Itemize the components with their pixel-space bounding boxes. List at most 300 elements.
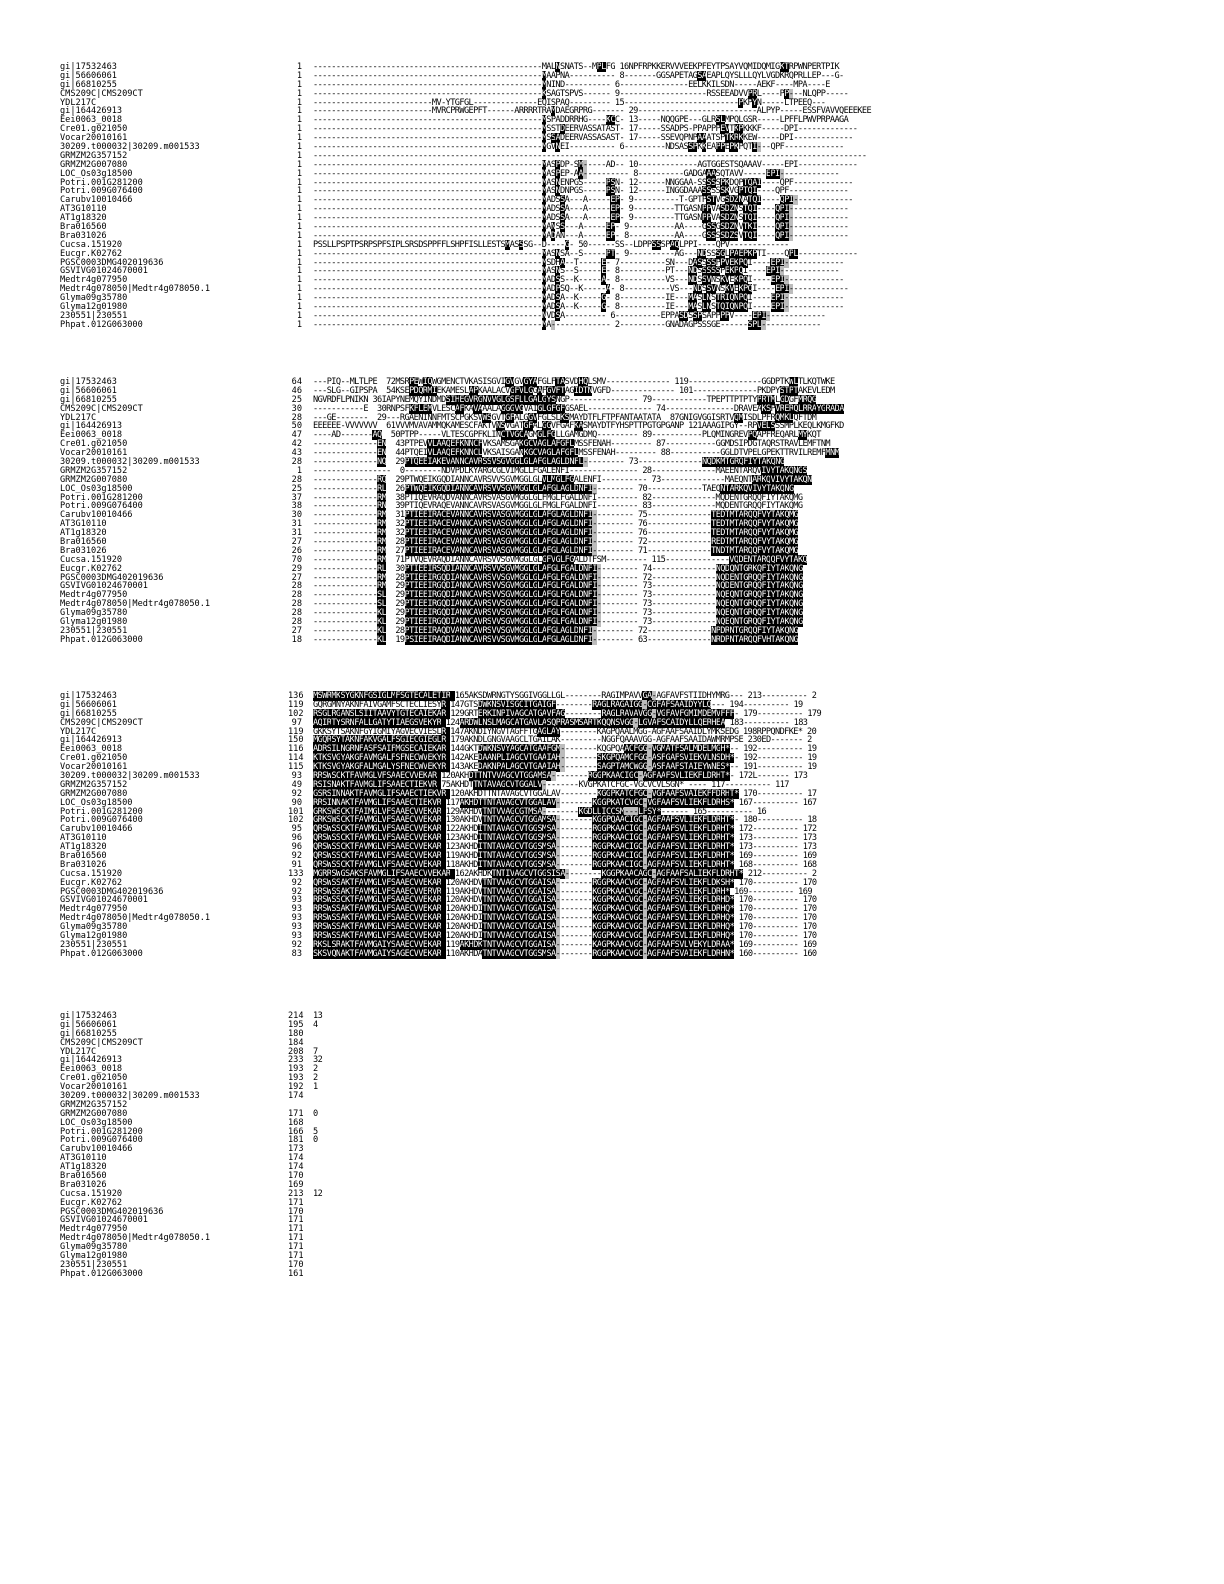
sequence-residues: GRKSWSCKTFAIMGLVFSAAECVVEKAR 129AKHDVTNTVVAGCGTMSA--------KGDLLICCSM---LFSY*------ 165---------- 16 (313, 806, 767, 817)
sequence-name: Medtr4g078050|Medtr4g078050.1 (60, 1233, 211, 1244)
sequence-name: Bra031026 (60, 1179, 107, 1190)
start-position: 92 (291, 886, 302, 897)
sequence-name: Cre01.g021050 (60, 124, 128, 135)
sequence-name: AT3G10110 (60, 1153, 107, 1164)
sequence-residues: KTKSVGYAKGFALMGALYSFNECWVEKYR 143AKEDAKNPALAGCVTGAAIAH--------SAGPTAMCWGG-ASFAAFSTAIEYWNES*-- 191---------- 19 (313, 762, 817, 773)
sequence-residues: --------------------------------------------------MADSSA---A-----EP- 9---------TTGASNPPVASDZNSTQI----QPI------------- (313, 204, 849, 215)
sequence-name: YDL217C (60, 97, 97, 108)
sequence-name: Medtr4g077950 (60, 1224, 128, 1235)
sequence-name: Cre01.g021050 (60, 1073, 128, 1084)
sequence-name: 30209.t000032|30209.m001533 (60, 1091, 200, 1102)
sequence-residues: GQRGMNYAKNFAIVGAMFSCTECLIESYR 147GTSDWKNSVISGCITGAIGF--------RAGLRAGAIGG-CGFAFSAAIDYYLQ--- 194---------- 19 (313, 699, 803, 710)
start-position: 119 (288, 699, 304, 710)
start-position: 1 (296, 186, 302, 197)
start-position: 18 (291, 634, 302, 645)
sequence-residues: --------------------------------------------------MASNDNPGS-----PSN- 12------INGGDAAASSSSSKVGPTQI----QPF------------- (313, 186, 849, 197)
sequence-name: Eei0063_0018 (60, 744, 123, 755)
sequence-residues: --------------------------------------------------MSSTDEERVASSATAST- 17-----SSADPS-PPAPPPEVTKPKKKF-----DPI------------- (313, 124, 858, 135)
start-position: 97 (291, 717, 302, 728)
sequence-residues: --------------------------------------------------MASNS--S-----E- 8----------PT---NDSSSSSPEKPQI----EPI------------- (313, 266, 840, 277)
start-position: 1 (296, 239, 302, 250)
start-position: 119 (288, 726, 304, 737)
start-position: 208 (288, 1046, 304, 1057)
sequence-residues: RRSINNAKTFAVMGLIFSAAECTIEKVR 117AKHDTTNTAVAGCVTGGALAV--------KGGPKATCVGC-VGFAAFSVLIEKFLDRHS* 167---------- 167 (313, 797, 817, 808)
start-position: 1 (296, 142, 302, 153)
start-position: 114 (288, 753, 304, 764)
sequence-residues: --------------------------------------------------MADPSQ--K-----A- 8----------VS---NDSSVNSKVEKPQI----EPI------------- (313, 284, 849, 295)
start-position: 133 (288, 868, 304, 879)
start-position: 1 (296, 230, 302, 241)
start-position: 136 (288, 691, 304, 701)
start-position: 102 (288, 815, 304, 826)
sequence-name: GRMZM2G007080 (60, 159, 128, 170)
sequence-residues: --------------------------------------------------MADSS--K-----A- 8----------VS---NDSSVNSKVEKPQI----EPI------------- (313, 275, 844, 286)
start-position: 1 (296, 70, 302, 81)
start-position: 46 (291, 385, 302, 396)
sequence-residues: QRSWSSCKTFAVMGLVFSAAECVVEKAR 119AKHDITNTAVAGCVTGGSMSA--------RGGPKAACIGC-AGFAAFSVLIEKFLDRHT* 169---------- 169 (313, 851, 817, 862)
start-position: 169 (288, 1179, 304, 1190)
sequence-name: CMS209C|CMS209CT (60, 717, 143, 728)
sequence-residues: --------------RM 27PTIEEIRACEVANNCAVRSVASGVMGGLGLAFGLAGLDNFI--------- 71--------------TNDTMTARQQFVYTAKQMG (313, 545, 799, 556)
start-position: 1 (296, 133, 302, 144)
sequence-residues: --------------SL 29PTIEEIRGQDIANNCAVRSVVSGVMGGLGLAFGLFGALDNFI--------- 73--------------NQEQNTGRQQFIYTAKQNG (313, 599, 803, 610)
start-position: 173 (288, 1144, 304, 1155)
sequence-residues: 13 (313, 1011, 323, 1021)
sequence-residues: --------------------------------------------------MALNSNATS--MPLFG 16NPFRPKKERVVVEEKPFEYTPSAYVQMIDQMIGKTRPWNPERTPIK (313, 62, 840, 72)
sequence-name: Medtr4g077950 (60, 590, 128, 601)
start-position: 30 (291, 403, 302, 414)
start-position: 93 (291, 931, 302, 942)
start-position: 193 (288, 1064, 304, 1075)
sequence-name: AT3G10110 (60, 519, 107, 530)
sequence-residues: --------------RM 28PTIEEIRACEVANNCAVRSVASGVMGGLGLAFGLAGLDNFI--------- 72--------------REDTMTARQQFVYTAKQMG (313, 537, 799, 548)
sequence-name: 230551|230551 (60, 939, 128, 950)
sequence-name: gi|66810255 (60, 708, 117, 719)
start-position: 47 (291, 430, 302, 441)
start-position: 170 (288, 1259, 304, 1270)
sequence-name: AT3G10110 (60, 204, 107, 215)
sequence-name: gi|164426913 (60, 735, 123, 746)
start-position: 1 (296, 222, 302, 233)
start-position: 27 (291, 537, 302, 548)
sequence-residues: --------------KL 19PSIEEIRAQDIANNCAVRSVVSGVMGGLGLAFGLAGLDNFI--------- 63--------------NRDPNTARQQFVHTAKQNG (313, 634, 799, 645)
sequence-name: Vocar20010161 (60, 762, 128, 773)
sequence-residues: ----AD-------AQ 50PTPP-----VLTESCGPFKLINCTVGCAGMGLFGLLGAMGDMQ--------- 89-----------PLQMINGREVPQAPFREQARLMYKQT (313, 430, 821, 441)
start-position: 42 (291, 439, 302, 450)
sequence-residues: --------------------------------------------------MASNENPGS-----PSN- 12------NNGGAA-SSSSSPKDQPTQAI----QPF------------- (313, 177, 853, 188)
start-position: 92 (291, 788, 302, 799)
sequence-name: 230551|230551 (60, 1259, 128, 1270)
start-position: 92 (291, 939, 302, 950)
start-position: 1 (296, 248, 302, 259)
sequence-name: Eei0063_0018 (60, 1064, 123, 1075)
start-position: 28 (291, 590, 302, 601)
start-position: 161 (288, 1268, 304, 1279)
start-position: 28 (291, 412, 302, 423)
sequence-name: YDL217C (60, 726, 97, 737)
start-position: 170 (288, 1171, 304, 1182)
sequence-name: 30209.t000032|30209.m001533 (60, 142, 200, 153)
sequence-residues: 12 (313, 1188, 323, 1199)
sequence-name: GRMZM2G007080 (60, 1108, 128, 1119)
start-position: 193 (288, 1073, 304, 1084)
sequence-name: Phpat.012G063000 (60, 319, 143, 330)
sequence-name: GRMZM2G357152 (60, 779, 128, 790)
sequence-residues: --------------------------------------------------MGVNEI---------- 6---------NDSASSPKKEAPPEPKPQTI---QPF------------- (313, 142, 844, 153)
start-position: 37 (291, 492, 302, 503)
sequence-residues: 2 (313, 1064, 318, 1075)
sequence-residues: RKSLSRAKTFAVMGAIYSAAECVVEKAR 119AKHDKTNTVVAGCVTGGAISA--------KAGPKAACVGC-AGFAAFSVLVEKYLDRAA* 169---------- 169 (313, 939, 817, 950)
start-position: 1 (296, 159, 302, 170)
start-position: 1 (296, 319, 302, 330)
sequence-name: gi|17532463 (60, 377, 117, 387)
start-position: 1 (296, 97, 302, 108)
start-position: 171 (288, 1215, 304, 1226)
sequence-residues: 1 (313, 1082, 318, 1093)
sequence-residues: -----------E 30RNPSFKFLEMVLESCAFKAVAAALAGGGVGVAIGLGFGFGSAEL-------------- 74---------------DRAVEAKSPVRERQLRRAYGRADA (313, 403, 844, 414)
sequence-name: 30209.t000032|30209.m001533 (60, 457, 200, 468)
start-position: 1 (296, 204, 302, 215)
start-position: 1 (296, 257, 302, 268)
sequence-name: Potri.009G076400 (60, 815, 143, 826)
sequence-name: Eucgr.K02762 (60, 248, 123, 259)
sequence-name: Medtr4g077950 (60, 275, 128, 286)
sequence-residues: --------------------------------------------------MANSS---A-----EP- 9----------AA----GSSGSDZNVTKI----QPI------------- (313, 222, 849, 233)
start-position: 93 (291, 913, 302, 924)
start-position: 184 (288, 1037, 304, 1048)
start-position: 27 (291, 572, 302, 583)
sequence-name: Phpat.012G063000 (60, 948, 143, 959)
start-position: 92 (291, 851, 302, 862)
sequence-residues: ---SLG--GIPSPA 54KSEPDQRMIEKAMESLAPKAALACVGFVLGGAFGVFTAGIDTNVGFD-------------- 101--------------PKDPYSTPTAKEVLEDM (313, 385, 835, 396)
sequence-residues: PSSLLPSPTPSRPSPFSIPLSRSDSPPFFLSHPFISLLESTSMASSSG--D----G- 50------SS--LDPPSSSPAQLPPI----QPV------------- (313, 239, 789, 250)
sequence-name: Phpat.012G063000 (60, 634, 143, 645)
sequence-residues: --------------RN 39PTIQEVRAQEVANNCAVRSVASGVMGGLGLFMGLFGALDNFI--------- 83--------------MQDENTGRQQFIYTAKQMG (313, 501, 803, 512)
sequence-name: PGSC0003DMG402019636 (60, 572, 164, 583)
sequence-residues: MGQRSYTAKNFAKVGALFSGIECGIEGLR 179AKNDLGNGVAAGCLTGAILAK---------NGGFQAAAVGG-AGFAAFSAAIDAWMRMPSE 230ED------- 2 (313, 735, 812, 746)
sequence-name: gi|17532463 (60, 62, 117, 72)
sequence-residues: RRSWSSAKTFAVMGLVFSAAECVVERVR 119AKHDVTNTVVAGCVTGGAISA--------KGGPKAACVGC-AGFAAFSVLIEKFLDRH* 169---------- 169 (313, 886, 812, 897)
sequence-name: Potri.001G281200 (60, 177, 143, 188)
start-position: 1 (296, 266, 302, 277)
sequence-name: Glyma12g01980 (60, 617, 128, 628)
start-position: 1 (296, 115, 302, 126)
start-position: 1 (296, 465, 302, 476)
start-position: 171 (288, 1224, 304, 1235)
sequence-name: Carubv10010466 (60, 1144, 133, 1155)
sequence-name: AT1g18320 (60, 842, 107, 853)
sequence-residues: RRSWSSAKTFAVMGLVFSAAECVVEKAR 120AKHDITNTVVAGCVTGGAISA--------KGGPKAACVGC-AGFAAFSVLIEKFLDRHQ* 170---------- 170 (313, 904, 817, 915)
start-position: 213 (288, 1188, 304, 1199)
start-position: 214 (288, 1011, 304, 1021)
start-position: 95 (291, 824, 302, 835)
start-position: 174 (288, 1162, 304, 1173)
sequence-name: CMS209C|CMS209CT (60, 403, 143, 414)
start-position: 26 (291, 545, 302, 556)
sequence-name: Eei0063_0018 (60, 430, 123, 441)
sequence-name: AT1g18320 (60, 213, 107, 224)
start-position: 25 (291, 394, 302, 405)
start-position: 168 (288, 1117, 304, 1128)
sequence-name: Carubv10010466 (60, 824, 133, 835)
sequence-name: GSVIVG01024670001 (60, 1215, 148, 1226)
sequence-name: Phpat.012G063000 (60, 1268, 143, 1279)
sequence-residues: --------------------------------------------------MSDHA--T-----E- 7----------SN---DASSSSPPVEKPQI----EPI------------- (313, 257, 844, 268)
sequence-residues: --------------KL 29PTIEEIRGQDIANNCAVRSVVSGVMGGLGLAFGLFGALDNFI--------- 73--------------NQEQNTGRQQFIYTAKQNG (313, 617, 803, 628)
sequence-residues: NGVRDFLPNIKN 36IAPYNEMQYINDMDSIHEGVRGNVVGLGSFLLGALGYSNGP--------------- 79------------TPEPTTPTPTYPRTMLGDGFMRQG (313, 394, 817, 405)
start-position: 180 (288, 1028, 304, 1039)
sequence-residues: KTKSVGYAKGFAVMGALFSFNECWVEKYR 142AKEDAANPLIAGCVTGAAIAH--------SKGPQAMCFGG-ASFGAFSVIEKVLNSDH*- 192---------- 19 (313, 753, 817, 764)
sequence-residues: 0 (313, 1108, 318, 1119)
sequence-name: Bra031026 (60, 859, 107, 870)
start-position: 166 (288, 1126, 304, 1137)
sequence-residues: MGRRSWGSAKSFAVMGLIFSAAECVVEKAR 162AKHDKTNTIVAGCVTGGSISA--------KGGPKAACAGC-AGFAAFSALIEKFLDRHT* 212---------- 2 (313, 868, 817, 879)
sequence-name: Cucsa.151920 (60, 239, 123, 250)
sequence-name: Vocar20010161 (60, 133, 128, 144)
sequence-name: YDL217C (60, 1046, 97, 1057)
start-position: 1 (296, 302, 302, 313)
sequence-name: Glyma09g35780 (60, 1242, 128, 1253)
sequence-residues: --------------NQ 29PTQEEIAKEVANNCAVRSSVSGVGGLGLAFGLAGLDNFL--------- 73--------------NQDKMTGRQFIYTAKQNG (313, 457, 785, 468)
sequence-residues: 7 (313, 1046, 318, 1057)
sequence-name: 230551|230551 (60, 625, 128, 636)
sequence-name: Eucgr.K02762 (60, 563, 123, 574)
sequence-name: gi|66810255 (60, 1028, 117, 1039)
start-position: 93 (291, 922, 302, 933)
sequence-name: Eei0063_0018 (60, 115, 123, 126)
sequence-residues: --------------EN 44PTQEIVLAAQEFKNNCLVKSAISGANKGCVAGLAFGFLMSSFENAH--------- 88-----------GGLDTVPELGPEKTTRVILREMFMNM (313, 448, 840, 459)
sequence-name: Potri.009G076400 (60, 1135, 143, 1146)
sequence-name: Bra031026 (60, 545, 107, 556)
start-position: 1 (296, 88, 302, 99)
sequence-name: Cucsa.151920 (60, 1188, 123, 1199)
start-position: 171 (288, 1108, 304, 1119)
start-position: 171 (288, 1233, 304, 1244)
start-position: 93 (291, 895, 302, 906)
sequence-residues: --------------RL 30PTIEEIRSQDIANNCAVRSVVSGVMGGLGLAFGLFGALDNFI--------- 74--------------NQDQNTGRKQFIYTAKQNG (313, 563, 803, 574)
sequence-residues: GKKSYTSAKNFGYIGMIYAGVECVIESLR 147AKNDIYNGVTAGFFTGAGLAY--------KAGPQAALMGG-AGFAAFSAAIDLYMKSEDG 198RPPQNDFKE* 20 (313, 726, 817, 737)
sequence-name: GRMZM2G357152 (60, 150, 128, 161)
sequence-name: gi|164426913 (60, 106, 123, 117)
start-position: 174 (288, 1153, 304, 1164)
start-position: 96 (291, 833, 302, 844)
sequence-residues: --------------RM 32PTIEEIRACEVANNCAVRSVASGVMGGLGLAFGLAGLDNFI--------- 76--------------TEDTMTARQQFVYTAKQMG (313, 528, 799, 539)
sequence-name: PGSC0003DMG402019636 (60, 886, 164, 897)
start-position: 28 (291, 599, 302, 610)
start-position: 150 (288, 735, 304, 746)
sequence-residues: ----------------- 0--------NDVPDLKYARGCGLVIMGLLFGALENFI--------------- 28--------------MAEENTARQVIVYTAKQNGS (313, 465, 808, 476)
start-position: 43 (291, 448, 302, 459)
start-position: 31 (291, 528, 302, 539)
sequence-name: 230551|230551 (60, 310, 128, 321)
sequence-name: Cre01.g021050 (60, 439, 128, 450)
sequence-name: AT3G10110 (60, 833, 107, 844)
start-position: 93 (291, 771, 302, 782)
sequence-name: AT1g18320 (60, 1162, 107, 1173)
sequence-name: Potri.001G281200 (60, 806, 143, 817)
sequence-residues: --------------------------------------------------KSAGTSPVS------ 9-------------------RSSEEADVVPRL----PP---NLQPP----- (313, 88, 849, 99)
sequence-residues: --------------RL 26PTWQEIKGQDIANNCAVRSVVSGVMGGLGLAFGLAGLDNFI--------- 70------------TAEQNTARKQVIVYTAKQNG (313, 483, 794, 494)
start-position: 29 (291, 563, 302, 574)
sequence-name: GSVIVG01024670001 (60, 895, 148, 906)
sequence-residues: --------------KL 29PTIEEIRGQDIANNCAVRSVVSGVMGGLGLAFGLFGALDNFI--------- 73--------------NQEQNTGRQQFIYTAKQNG (313, 608, 803, 619)
sequence-residues: GRKSWSCKTFAVMGLVFSAAECVVEKAR 130AKHDVTNTVVAGCVTGGAMSA--------KGGPQAACIGC-AGFAAFSVLIEKFLDRHT*- 180---------- 18 (313, 815, 817, 826)
sequence-name: gi|66810255 (60, 394, 117, 405)
sequence-name: LOC_Os03g18500 (60, 483, 133, 494)
sequence-name: Medtr4g078050|Medtr4g078050.1 (60, 913, 211, 924)
sequence-name: gi|17532463 (60, 691, 117, 701)
sequence-residues: RRSWSSAKTFAVMGLVFSAAECVVEKAR 120AKHDITNTVVAGCVTGGAISA--------KGGPKAACVGC-AGFAAFSVLIEKFLDRHQ* 170---------- 170 (313, 922, 817, 933)
sequence-residues: GSRSINNAKTFAVMGLIFSAAECTIEKVR 120AKHDTTNTAVAGCVTGGALAV--------KGGPKATCFGC-VGFAAFSVAIEKFFDRHT* 170---------- 17 (313, 788, 817, 799)
start-position: 50 (291, 421, 302, 432)
sequence-residues: --------------------------------------------------MADSSA---A-----EP- 9----------T-GPTPSTVGSDZNATQI----QPI------------- (313, 195, 853, 206)
sequence-residues: AQIRTYSRNFALLGATYTIAEGSVEKYR 124ARDWLNSLMAGCATGAVLASQPRASMSARTKQQNSVGG-LGVAFSCAIDYLLQERHEA 183---------- 183 (313, 717, 808, 728)
start-position: 115 (288, 762, 304, 773)
sequence-residues: MSWRMKSYGKNFGSIGLMFSGTECALETIR 165AKSDWRNGTYSGGIVGGLLGL--------RAGIMPAVVGA-AGFAVFSTIIDHYMRG--- 213---------- 2 (313, 691, 817, 701)
sequence-name: Cucsa.151920 (60, 554, 123, 565)
sequence-name: LOC_Os03g18500 (60, 168, 133, 179)
start-position: 38 (291, 501, 302, 512)
sequence-residues: --------------RM 31PTIEEIRACEVANNCAVRSVASGVMGGLGLAFGLAGLDNFI--------- 75--------------TEDTMTARQQFVYTAKQMG (313, 510, 799, 521)
start-position: 28 (291, 617, 302, 628)
sequence-name: Vocar20010161 (60, 448, 128, 459)
sequence-residues: --------------RM 38PTIQEVRAQDVANNCAVRSVASGVMGGLGLFMGLFGALDNFI--------- 82--------------MQDENTGRQQFIYTAKQMG (313, 492, 803, 503)
sequence-name: gi|56606061 (60, 699, 117, 710)
start-position: 31 (291, 519, 302, 530)
sequence-residues: --------------------------------------------------MA------------- 2----------GNADAGPSSSGE------SPL------------- (313, 319, 821, 330)
sequence-name: Bra031026 (60, 230, 107, 241)
start-position: 171 (288, 1197, 304, 1208)
start-position: 64 (291, 377, 302, 387)
sequence-residues: QRSWSSCKTFAVMGLVFSAAECVVEKAR 123AKHDITNTAVAGCVTGGSMSA--------RGGPKAACIGC-AGFAAFSVLIEKFLDRHT* 173---------- 173 (313, 833, 817, 844)
start-position: 49 (291, 779, 302, 790)
start-position: 1 (296, 150, 302, 161)
sequence-residues: RRSWSSCKTFAVMGLVFSAAECVVEKAR 120AKHDVTNTVVAGCVTGGAISA--------KGGPKAACVGC-AGFAAFSVLIEKFLDRHD* 170---------- 170 (313, 895, 817, 906)
sequence-name: CMS209C|CMS209CT (60, 1037, 143, 1048)
sequence-residues: 4 (313, 1019, 318, 1030)
sequence-residues: --------------SL 29PTIEEIRGQDIANNCAVRSVVSGVMGGLGLAFGLFGALDNFI--------- 73--------------NQEQNTGRQQFIYTAKQNG (313, 590, 803, 601)
start-position: 92 (291, 877, 302, 888)
sequence-name: Potri.009G076400 (60, 501, 143, 512)
sequence-name: Medtr4g078050|Medtr4g078050.1 (60, 284, 211, 295)
start-position: 25 (291, 483, 302, 494)
sequence-residues: --------------------------------------------------NVDSA--------- 6----------EPPASDSSPSAPPPPV----EPI------------- (313, 310, 826, 321)
sequence-residues: --------------KL 28PTIEEIRAQDVANNCAVRSVVSGVMGGLGLAFGLAGLDNFI--------- 72--------------NPDRNTGRQQFIYTAKQNG (313, 625, 799, 636)
sequence-name: Potri.001G281200 (60, 492, 143, 503)
sequence-residues: 5 (313, 1126, 318, 1137)
sequence-name: gi|56606061 (60, 70, 117, 81)
sequence-name: Carubv10010466 (60, 195, 133, 206)
sequence-residues: RSISNAKTFAVMGLIFSAAECTIEKVR 75AKHDTTNTAVAGCVTGGALV--------KVGPKATCFGC-VGCVCVLSGN* ---- 117---------- 117 (313, 779, 789, 790)
sequence-residues: --------------------------------------------------MSPADDRRHG----KCC- 13-----NQQGPE---GLRSLMPQLGSR-----LPFFLPWVPRPAAGA (313, 115, 849, 126)
sequence-residues: QRSWSSCKTFAVMGLVFSAAECVVEKAR 122AKHDITNTAVAGCVTGGSMSA--------RGGPKAACIGC-AGFAAFSVLIEKFLDRHT* 172---------- 172 (313, 824, 817, 835)
start-position: 1 (296, 177, 302, 188)
sequence-name: YDL217C (60, 412, 97, 423)
sequence-residues: --------------------------------------------------MNIND---------- 6---------------EELKKILSDN-----AEKF----MPA----E (313, 79, 830, 90)
start-position: 192 (288, 1082, 304, 1093)
start-position: 1 (296, 79, 302, 90)
sequence-residues: --------------------------MVRCPRWGEPFT------ARRRRTRAMDAEGRPRG------- 29--------------------------ALPYP-----ESSFVAVVQEEEKEE (313, 106, 872, 117)
sequence-name: PGSC0003DMG402019636 (60, 257, 164, 268)
sequence-name: Glyma09g35780 (60, 608, 128, 619)
sequence-name: PGSC0003DMG402019636 (60, 1206, 164, 1217)
sequence-name: Potri.009G076400 (60, 186, 143, 197)
start-position: 1 (296, 310, 302, 321)
sequence-name: GRMZM2G357152 (60, 465, 128, 476)
sequence-name: Glyma12g01980 (60, 1251, 128, 1262)
start-position: 171 (288, 1242, 304, 1253)
sequence-residues: --------------------------------------------------MASNSA--S-----PT- 9----------AG---NDSSSGLPAEPKPTI----QPL------------- (313, 248, 858, 259)
sequence-name: GSVIVG01024670001 (60, 266, 148, 277)
sequence-residues: ---PIQ--MLTLPE 72MSRPEWIQWGMENCTVKASISGVIGVGVGYAFGLFTASVDHQLSMV-------------- 119----------------GGDPTKWLTLKQTWKE (313, 377, 835, 387)
sequence-residues: --------------RM 71PTVQEVRAQDIANNCAVRSVVSGVMGGLGLGFVGLFGALDTFSM--------- 115--------------VQDENTARQQFVYTAKQ (313, 554, 808, 565)
start-position: 1 (296, 213, 302, 224)
sequence-name: CMS209C|CMS209CT (60, 88, 143, 99)
sequence-name: GRMZM2G007080 (60, 788, 128, 799)
start-position: 170 (288, 1206, 304, 1217)
start-position: 90 (291, 797, 302, 808)
start-position: 28 (291, 474, 302, 485)
sequence-name: gi|164426913 (60, 421, 123, 432)
start-position: 101 (288, 806, 304, 817)
start-position: 91 (291, 859, 302, 870)
sequence-residues: EEEEEE-VVVVVVV 61VVVMVAVAMMQKAMESCFAKTVNSVGATGFALGGVFGAFKASMAYDTFYHSPTTPGTGPGANP 121AAAGIPGY--RPVELSSSMPLKEQLKMGFKD (313, 421, 844, 432)
start-position: 102 (288, 708, 304, 719)
sequence-residues: --------------------------------------------------MADSA--K-----G- 8----------IE---MASLNSTQIQNPQI----EPI------------- (313, 302, 844, 313)
sequence-residues: --------------RM 29PTIEEIRGQDIANNCAVRSVVSGVMGGLGLAFGLFGALDNFI--------- 73--------------NQDENTGRQQFIYTAKQNG (313, 581, 803, 592)
sequence-residues: --------------------------------------------------MAAPNA---------- 8-------GGSAPETAGSAEAPLQYSLLLQYLVGDKRQPRLLEP---G- (313, 70, 844, 81)
sequence-residues: --------------------------------------------------MADSSA---A-----EP- 9---------TTGASNPPVASDZNSTQI----QPI------------- (313, 213, 849, 224)
sequence-residues: ADRSILNGRNFASFSAIFMGSECAIEKAR 144GKTDWKNSVYAGCATGAAFGM--------KQGPQAACFGG-VGMATFSALMDELMGH*-- 192---------- 19 (313, 744, 817, 755)
sequence-residues: --------------RQ 29PTWQEIKGQDIANNCAVRSVVSGVMGGLGLVLMGLFGALENFI---------- 73--------------MAEQNTARKQVIVYTAKQN (313, 474, 812, 485)
sequence-name: Medtr4g077950 (60, 904, 128, 915)
start-position: 1 (296, 168, 302, 179)
sequence-name: Bra016560 (60, 222, 107, 233)
start-position: 28 (291, 457, 302, 468)
sequence-name: LOC_Os03g18500 (60, 797, 133, 808)
sequence-residues: QRSWSSAKTFAVMGLVFSAAECVVEKAR 120AKHDVTNTVVAGCVTGGAISA--------RGGPKAACVGC-AGFAAFSVLIEKFLDKSH* 170---------- 170 (313, 877, 817, 888)
sequence-name: Bra016560 (60, 851, 107, 862)
sequence-name: Vocar20010161 (60, 1082, 128, 1093)
sequence-name: Carubv10010466 (60, 510, 133, 521)
start-position: 1 (296, 275, 302, 286)
sequence-residues: --------------RM 28PTIEEIRGQDIANNCAVRSVVSGVMGGLGLAFGLFGALDNFI--------- 72--------------NQDENTGRQQFIYTAKQNG (313, 572, 803, 583)
start-position: 1 (296, 284, 302, 295)
start-position: 171 (288, 1251, 304, 1262)
sequence-name: Bra016560 (60, 1171, 107, 1182)
sequence-name: Eucgr.K02762 (60, 877, 123, 888)
sequence-name: AT1g18320 (60, 528, 107, 539)
sequence-residues: --------------------------------------------------MSSADEERVASSASAST- 17-----SSEVQPNPAAATSPTKRKKEW-----DPI------------- (313, 133, 853, 144)
start-position: 96 (291, 842, 302, 853)
sequence-residues: RRSWSSAKTFAVMGLVFSAAECVVEKAR 120AKHDITNTVVAGCVTGGAISA--------KGGPKAACVGC-AGFAAFSVLIEKFLDRHQ* 170---------- 170 (313, 913, 817, 924)
sequence-residues: RSGLRGANSLSIITAAVYTGTECAIEKAR 129GRTERKINPIVAGCATGAVFAG--------RAGLRAVAVGG-VGFAVFGMIMDEMVFFF- 179---------- 179 (313, 708, 822, 719)
sequence-residues: QRSWSSCKTFAVMGLVFSAAECVVEKAR 123AKHDITNTAVAGCVTGGSMSA--------RGGPKAACIGC-AGFAAFSVLIEKFLDRHT* 173---------- 173 (313, 842, 817, 853)
sequence-residues: RRSWSCKTFAVMGLVFSAAECVVEKAR 120AKHDTTNTVVAGCVTGGAMSA--------RGGPKAACIGC-AGFAAFSVLIEKFLDRHT*- 172L------- 173 (313, 771, 808, 782)
sequence-name: Glyma09g35780 (60, 293, 128, 304)
start-position: 174 (288, 1091, 304, 1102)
sequence-residues: --------------RM 32PTIEEIRACEVANNCAVRSVASGVMGGLGLAFGLAGLDNFI--------- 76--------------TEDTMTARQQFVYTAKQMG (313, 519, 799, 530)
start-position: 83 (291, 948, 302, 959)
sequence-name: 30209.t000032|30209.m001533 (60, 771, 200, 782)
start-position: 1 (296, 62, 302, 72)
sequence-name: Medtr4g078050|Medtr4g078050.1 (60, 599, 211, 610)
sequence-name: GSVIVG01024670001 (60, 581, 148, 592)
sequence-residues: ---GE------- 29---RGAENINNFMTSCPGKSVWSGVTGFALGGVFGLSLKSMAYDTFLFTPFANTAATATA 87GNIGVGGISRTVQMISDLPFRQMKLQFTDM (313, 412, 817, 423)
start-position: 195 (288, 1019, 304, 1030)
start-position: 1 (296, 195, 302, 206)
sequence-residues: 0 (313, 1135, 318, 1146)
